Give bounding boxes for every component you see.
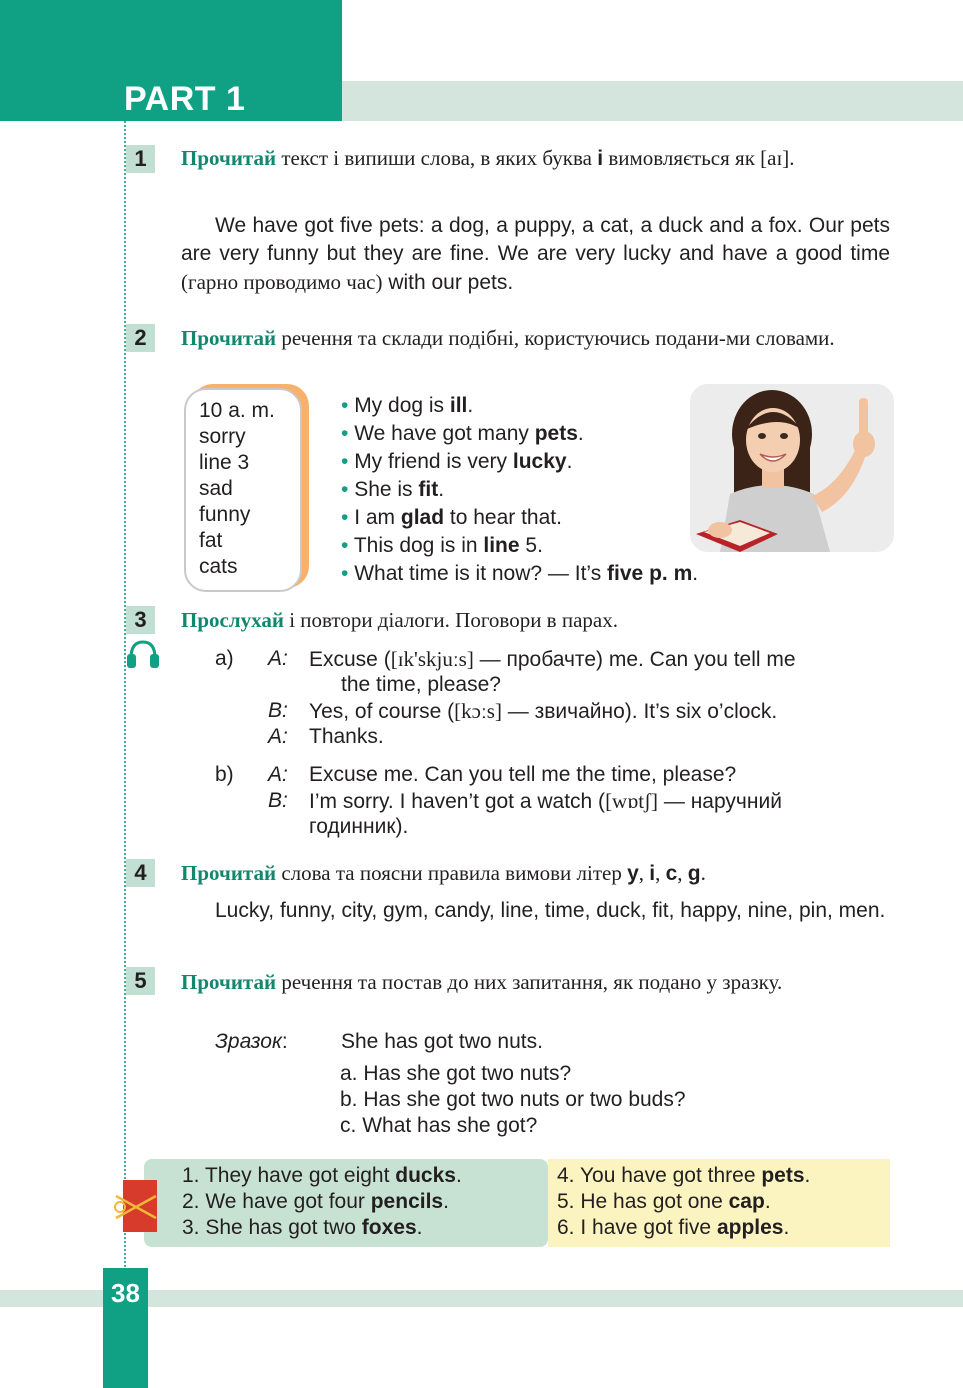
list-item: • What time is it now? — It’s five p. m.	[341, 562, 699, 585]
margin-dotted-line	[124, 121, 126, 1271]
sample-question: b. Has she got two nuts or two buds?	[340, 1088, 686, 1111]
list-item: • I am glad to hear that.	[341, 506, 562, 529]
list-item: 1. They have got eight ducks.	[182, 1164, 462, 1187]
dialogue-label-b: b)	[215, 763, 234, 786]
header-band	[342, 81, 963, 121]
list-item: 2. We have got four pencils.	[182, 1190, 449, 1213]
headphones-icon	[126, 638, 160, 670]
task-list-left	[182, 1163, 462, 1241]
sample-question: a. Has she got two nuts?	[340, 1062, 572, 1085]
word-item: line 3	[199, 451, 250, 474]
word-item: sad	[199, 477, 233, 500]
word-item: cats	[199, 555, 238, 578]
exercise-3-instruction: Прослухай і повтори діалоги. Поговори в парах.	[181, 608, 618, 632]
girl-photo	[690, 384, 894, 552]
list-item: • My dog is ill.	[341, 394, 474, 417]
speaker-label: A:	[268, 725, 288, 748]
dialogue-line: годинник).	[309, 815, 409, 838]
sample-label: Зразок:	[215, 1030, 288, 1053]
exercise-2-badge: 2	[126, 324, 155, 352]
exercise-5-badge: 5	[126, 967, 155, 995]
dialogue-line: Excuse me. Can you tell me the time, please?	[309, 763, 737, 786]
dialogue-line: I’m sorry. I haven’t got a watch ([wɒtʃ] — наручний	[309, 789, 782, 813]
dialogue-label-a: a)	[215, 647, 234, 670]
list-item: 3. She has got two foxes.	[182, 1216, 423, 1239]
dialogue-line: Excuse ([ɪk'skjuːs] — пробачте) me. Can you tell me	[309, 647, 796, 671]
dialogue-line: Yes, of course ([kɔːs] — звичайно). It’s six o’clock.	[309, 699, 778, 723]
exercise-4-badge: 4	[126, 859, 155, 887]
girl-illustration	[690, 384, 894, 552]
list-item: • My friend is very lucky.	[341, 450, 573, 473]
list-item: 6. I have got five apples.	[557, 1216, 790, 1239]
list-item: 5. He has got one cap.	[557, 1190, 771, 1213]
page-title: PART 1	[124, 80, 246, 118]
instruction-verb: Прочитай	[181, 146, 277, 170]
exercise-1-text: We have got five pets: a dog, a puppy, a cat, a duck and a fox. Our pets are very funny but they are fine. We are very lucky and have a good time (гарно проводимо час) with our pets.	[181, 214, 890, 294]
exercise-2-instruction: Прочитай речення та склади подібні, користуючись подани-ми словами.	[181, 326, 835, 350]
exercise-5-instruction: Прочитай речення та постав до них запитання, як подано у зразку.	[181, 970, 783, 994]
word-item: funny	[199, 503, 251, 526]
dialogue-line: the time, please?	[341, 673, 501, 696]
word-item: fat	[199, 529, 223, 552]
dialogue-line: Thanks.	[309, 725, 384, 748]
writing-task-icon	[114, 1180, 158, 1232]
speaker-label: B:	[268, 789, 288, 812]
word-item: 10 a. m.	[199, 399, 275, 422]
exercise-1-instruction: Прочитай текст і випиши слова, в яких буква i вимовляється як [aɪ].	[181, 146, 795, 170]
list-item: • This dog is in line 5.	[341, 534, 543, 557]
list-item: 4. You have got three pets.	[557, 1164, 811, 1187]
task-list-right	[557, 1163, 810, 1241]
word-box	[184, 388, 302, 592]
page-number: 38	[111, 1278, 140, 1308]
speaker-label: A:	[268, 647, 288, 670]
speaker-label: A:	[268, 763, 288, 786]
exercise-3-badge: 3	[126, 606, 155, 634]
exercise-1-badge: 1	[126, 145, 155, 173]
list-item: • We have got many pets.	[341, 422, 584, 445]
exercise-4-instruction: Прочитай слова та поясни правила вимови літер y, i, c, g.	[181, 861, 706, 885]
word-item: sorry	[199, 425, 246, 448]
speaker-label: B:	[268, 699, 288, 722]
example-sentences	[341, 392, 698, 588]
sample-sentence: She has got two nuts.	[341, 1030, 543, 1053]
sample-question: c. What has she got?	[340, 1114, 538, 1137]
list-item: • She is fit.	[341, 478, 445, 501]
exercise-4-words: Lucky, funny, city, gym, candy, line, time, duck, fit, happy, nine, pin, men.	[215, 899, 886, 922]
